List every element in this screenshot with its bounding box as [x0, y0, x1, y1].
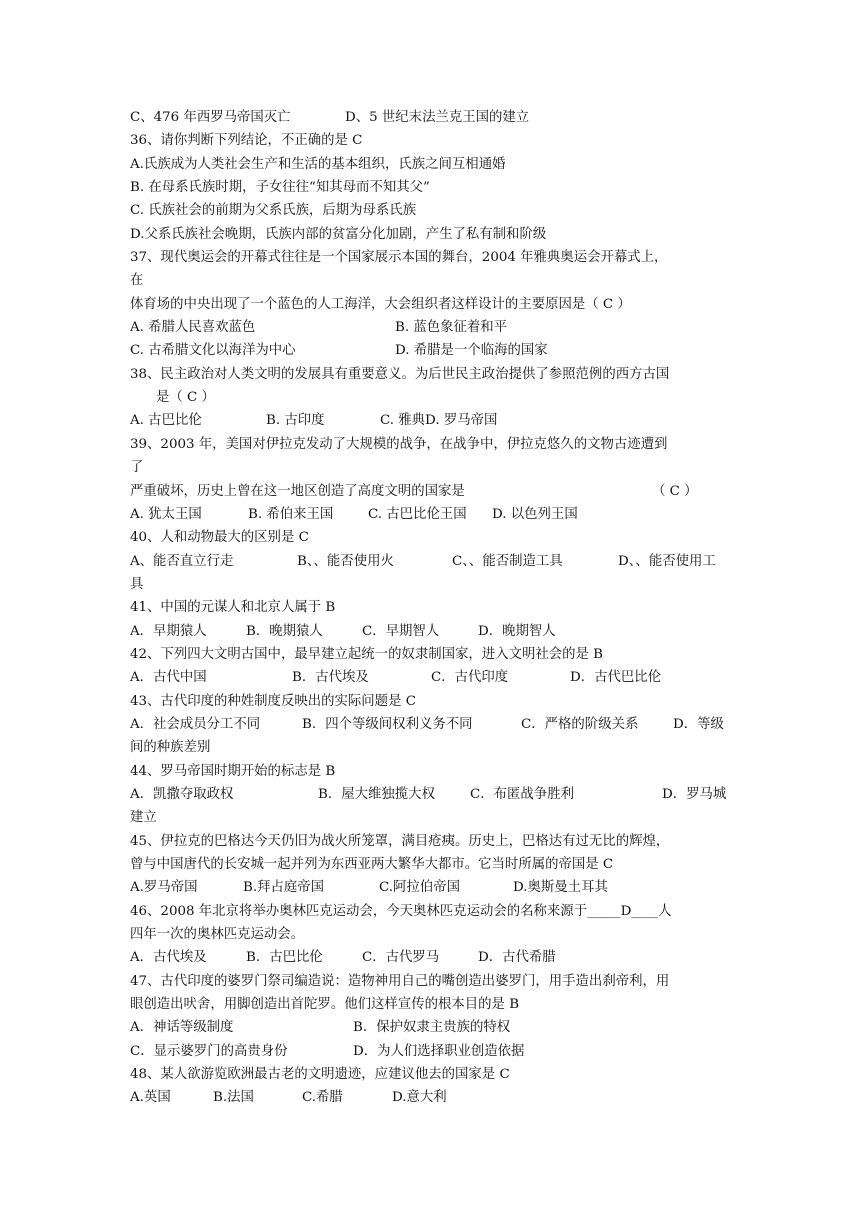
text-line: 是（ C ）	[156, 390, 215, 406]
option-c: C. 古巴比伦王国	[368, 506, 467, 522]
option-d: D. 以色列王国	[492, 506, 578, 522]
option-b: B. 在母系氏族时期，子女往往“知其母而不知其父”	[130, 180, 430, 196]
option-c: C．布匿战争胜利	[470, 786, 574, 802]
question-43: 43、古代印度的种姓制度反映出的实际问题是 C	[130, 693, 416, 709]
options-row	[130, 503, 732, 526]
option-b: B．晚期猿人	[246, 623, 323, 639]
option-a: A．早期猿人	[130, 623, 207, 639]
option-c: C．严格的阶级关系	[521, 716, 639, 732]
option-a: A.氏族成为人类社会生产和生活的基本组织，氏族之间互相通婚	[130, 156, 506, 172]
option-b: B、、能否使用火	[297, 553, 394, 569]
options-row	[130, 1086, 732, 1109]
options-row	[130, 946, 732, 969]
option-c: C. 氏族社会的前期为父系氏族，后期为母系氏族	[130, 203, 417, 219]
document-page	[130, 106, 732, 1110]
option-c: C.希腊	[302, 1090, 343, 1106]
text-line	[130, 480, 732, 503]
question-39: 39、2003 年，美国对伊拉克发动了大规模的战争，在战争中，伊拉克悠久的文物古迹遭到	[130, 436, 668, 452]
option-a: A．神话等级制度	[130, 1020, 234, 1036]
text-line: 在	[130, 273, 144, 289]
options-row	[130, 409, 732, 432]
option-b: B. 古印度	[266, 413, 325, 429]
text-line: 间的种族差别	[130, 740, 211, 756]
question-48: 48、某人欲游览欧洲最古老的文明遗迹，应建议他去的国家是 C	[130, 1067, 510, 1083]
option-d: D．古代巴比伦	[570, 670, 662, 686]
option-b: B．保护奴隶主贵族的特权	[353, 1020, 511, 1036]
option-a: A. 希腊人民喜欢蓝色	[130, 320, 256, 336]
option-b: B. 希伯来王国	[248, 506, 334, 522]
option-a: A．古代埃及	[130, 950, 207, 966]
question-42: 42、下列四大文明古国中，最早建立起统一的奴隶制国家，进入文明社会的是 B	[130, 646, 604, 662]
option-b: B．四个等级间权利义务不同	[302, 716, 473, 732]
option-c: C．早期智人	[362, 623, 440, 639]
option-a: A. 犹太王国	[130, 506, 202, 522]
option-b: B．古代埃及	[292, 670, 369, 686]
option-b: B. 蓝色象征着和平	[395, 320, 508, 336]
options-row	[130, 339, 732, 362]
option-a: A.英国	[130, 1090, 171, 1106]
option-d: D．古代希腊	[478, 950, 556, 966]
text-line: 眼创造出吠舍，用脚创造出首陀罗。他们这样宣传的根本目的是 B	[130, 997, 520, 1013]
text-line: 具	[130, 576, 144, 592]
options-row	[130, 1016, 732, 1039]
text-line: 建立	[130, 810, 157, 826]
option-d: D．罗马城	[662, 786, 727, 802]
question-45: 45、伊拉克的巴格达今天仍旧为战火所笼罩，满目疮痍。历史上，巴格达有过无比的辉煌，	[130, 833, 670, 849]
option-b: B.法国	[213, 1090, 254, 1106]
options-row	[130, 666, 732, 689]
text-line: 了	[130, 460, 144, 476]
question-46: 46、2008 年北京将举办奥林匹克运动会，今天奥林匹克运动会的名称来源于_____D____人	[130, 903, 672, 919]
options-row	[130, 1040, 732, 1063]
option-c: C.阿拉伯帝国	[379, 880, 460, 896]
option-d: D.奥斯曼土耳其	[513, 880, 608, 896]
options-row	[130, 876, 732, 899]
option-d: D、5 世纪末法兰克王国的建立	[345, 110, 530, 125]
option-a: A．古代中国	[130, 670, 207, 686]
question-37: 37、现代奥运会的开幕式往往是一个国家展示本国的舞台，2004 年雅典奥运会开幕式上，	[130, 250, 668, 266]
question-38: 38、民主政治对人类文明的发展具有重要意义。为后世民主政治提供了参照范例的西方古国	[130, 366, 670, 382]
question-44: 44、罗马帝国时期开始的标志是 B	[130, 763, 336, 779]
option-c-d: C. 雅典D. 罗马帝国	[380, 413, 498, 429]
option-d: D.意大利	[392, 1090, 447, 1106]
option-a: A．社会成员分工不同	[130, 716, 261, 732]
options-row	[130, 783, 732, 806]
question-40: 40、人和动物最大的区别是 C	[130, 530, 309, 546]
option-c: C、476 年西罗马帝国灭亡	[130, 110, 291, 125]
option-b: B.拜占庭帝国	[243, 880, 325, 896]
option-d: D.父系氏族社会晚期，氏族内部的贫富分化加剧，产生了私有制和阶级	[130, 226, 547, 242]
option-c: C．显示婆罗门的高贵身份	[130, 1043, 288, 1059]
options-row	[130, 550, 732, 573]
text-line: 体育场的中央出现了一个蓝色的人工海洋，大会组织者这样设计的主要原因是（ C ）	[130, 296, 631, 312]
option-c: C．古代印度	[431, 670, 509, 686]
text-line: 四年一次的奥林匹克运动会。	[130, 927, 305, 943]
text-line	[130, 106, 732, 129]
option-c: C、、能否制造工具	[452, 553, 563, 569]
option-d: D．等级	[673, 716, 724, 732]
option-d: D、、能否使用工	[618, 553, 716, 569]
options-row	[130, 713, 732, 736]
answer-bracket: （ C ）	[652, 483, 698, 499]
question-36: 36、请你判断下列结论，不正确的是 C	[130, 133, 363, 149]
option-a: A.罗马帝国	[130, 880, 198, 896]
option-d: D．晚期智人	[478, 623, 556, 639]
options-row	[130, 316, 732, 339]
text-line: 曾与中国唐代的长安城一起并列为东西亚两大繁华大都市。它当时所属的帝国是 C	[130, 857, 614, 872]
option-a: A．凯撒夺取政权	[130, 786, 234, 802]
option-c: C. 古希腊文化以海洋为中心	[130, 343, 296, 359]
question-text: 严重破坏，历史上曾在这一地区创造了高度文明的国家是	[130, 483, 465, 499]
option-d: D．为人们选择职业创造依据	[353, 1043, 525, 1059]
option-a: A. 古巴比伦	[130, 413, 202, 429]
option-d: D. 希腊是一个临海的国家	[395, 343, 548, 359]
options-row	[130, 620, 732, 643]
question-41: 41、中国的元谋人和北京人属于 B	[130, 600, 336, 616]
option-b: B．古巴比伦	[246, 950, 323, 966]
option-a: A、能否直立行走	[130, 553, 234, 569]
option-c: C．古代罗马	[362, 950, 440, 966]
option-b: B．屋大维独揽大权	[318, 786, 435, 802]
question-47: 47、古代印度的婆罗门祭司编造说：造物神用自己的嘴创造出婆罗门，用手造出刹帝利，用	[130, 973, 670, 989]
